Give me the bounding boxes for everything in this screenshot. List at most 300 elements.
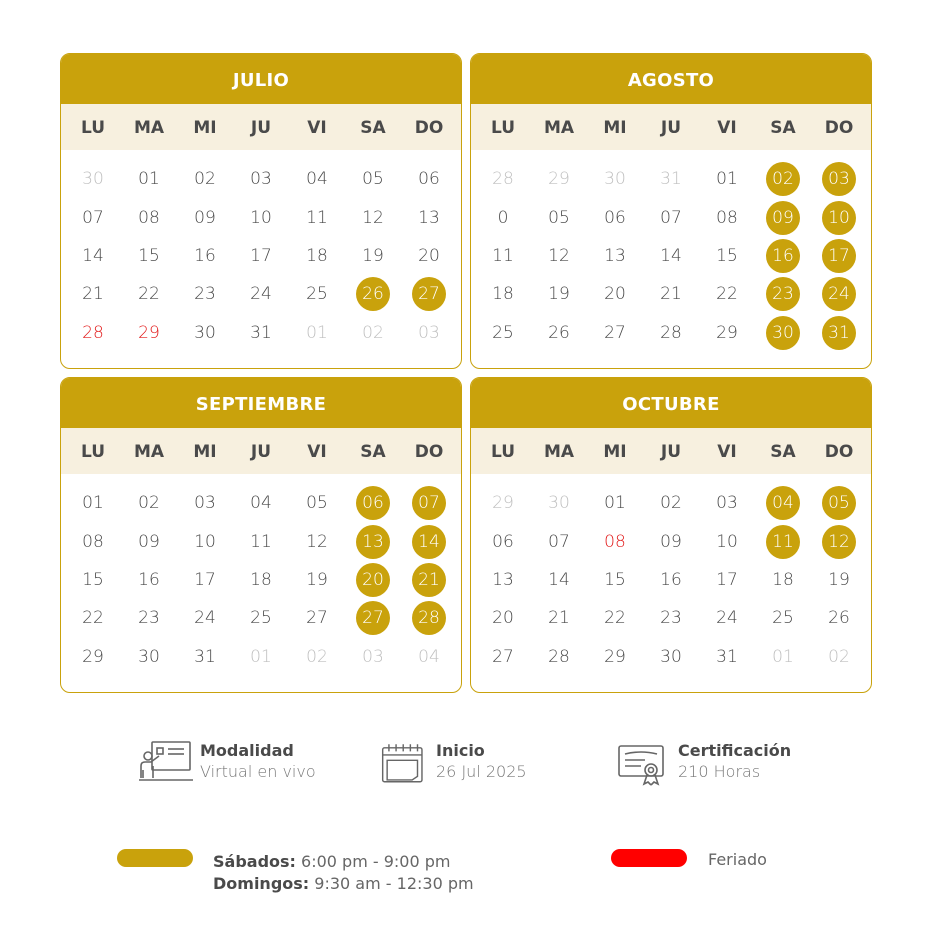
day-cell	[643, 638, 699, 676]
weekday-label: DO	[414, 118, 444, 138]
day-number: 13	[492, 569, 514, 590]
weekday-label: LU	[490, 118, 516, 138]
class-day	[755, 237, 811, 275]
weekday-label: MI	[193, 118, 217, 138]
info-modalidad	[138, 740, 316, 790]
day-number: 30	[660, 646, 682, 667]
class-day	[811, 237, 867, 275]
weekday-label: SA	[770, 442, 796, 462]
weekday-label: DO	[824, 118, 854, 138]
day-cell	[699, 561, 755, 599]
day-number: 27	[306, 608, 328, 629]
day-cell	[289, 599, 345, 637]
day-number: 01	[138, 169, 160, 190]
class-day	[345, 484, 401, 522]
class-day	[811, 522, 867, 560]
day-number: 18	[772, 569, 794, 590]
day-cell	[65, 198, 121, 236]
month-title: OCTUBRE	[471, 378, 871, 428]
day-number: 31	[716, 646, 738, 667]
day-number: 01	[604, 493, 626, 514]
weekday-label: MA	[133, 442, 165, 462]
day-number: 30	[194, 322, 216, 343]
day-cell	[121, 275, 177, 313]
day-cell	[475, 599, 531, 637]
day-number: 26	[356, 277, 390, 311]
day-cell	[65, 599, 121, 637]
day-number: 04	[418, 646, 440, 667]
day-number: 02	[362, 322, 384, 343]
day-cell	[121, 237, 177, 275]
day-number: 09	[766, 201, 800, 235]
day-number: 21	[548, 608, 570, 629]
day-number: 04	[766, 486, 800, 520]
day-number: 14	[660, 245, 682, 266]
day-number: 05	[362, 169, 384, 190]
day-cell	[643, 599, 699, 637]
day-cell	[643, 561, 699, 599]
day-cell	[345, 198, 401, 236]
day-number: 05	[548, 207, 570, 228]
day-number: 01	[82, 493, 104, 514]
day-cell	[587, 198, 643, 236]
day-cell	[401, 198, 457, 236]
day-number: 05	[822, 486, 856, 520]
weekday-header	[61, 428, 461, 474]
weekday-label: MA	[133, 118, 165, 138]
day-cell	[65, 561, 121, 599]
day-number: 20	[604, 284, 626, 305]
day-number: 31	[194, 646, 216, 667]
day-number: 29	[492, 493, 514, 514]
class-day	[755, 484, 811, 522]
sabados-time: 6:00 pm - 9:00 pm	[301, 852, 451, 871]
calendar-icon	[380, 740, 430, 786]
day-cell	[233, 314, 289, 352]
day-cell	[699, 522, 755, 560]
day-cell	[233, 275, 289, 313]
weekday-header	[471, 428, 871, 474]
day-number: 27	[492, 646, 514, 667]
day-number: 31	[822, 316, 856, 350]
day-number: 23	[138, 608, 160, 629]
day-number: 31	[250, 322, 272, 343]
weekday-label: JU	[660, 118, 682, 138]
day-cell	[699, 314, 755, 352]
day-cell	[643, 522, 699, 560]
class-day	[345, 599, 401, 637]
day-number: 01	[716, 169, 738, 190]
day-cell	[475, 314, 531, 352]
day-number: 18	[250, 569, 272, 590]
day-number: 28	[660, 322, 682, 343]
day-cell	[65, 484, 121, 522]
day-number: 25	[306, 284, 328, 305]
day-number: 15	[604, 569, 626, 590]
day-number: 29	[82, 646, 104, 667]
day-cell	[401, 314, 457, 352]
day-number: 10	[250, 207, 272, 228]
day-cell	[699, 160, 755, 198]
class-day-legend-swatch	[117, 849, 193, 867]
holiday-day	[587, 522, 643, 560]
day-cell	[233, 160, 289, 198]
day-cell	[475, 522, 531, 560]
day-cell	[345, 314, 401, 352]
day-cell	[177, 484, 233, 522]
month-title: SEPTIEMBRE	[61, 378, 461, 428]
weekday-label: MI	[603, 442, 627, 462]
day-number: 24	[250, 284, 272, 305]
day-cell	[177, 275, 233, 313]
day-cell	[289, 314, 345, 352]
day-cell	[531, 638, 587, 676]
day-cell	[755, 599, 811, 637]
days-grid	[471, 474, 871, 676]
holiday-legend: Feriado	[708, 850, 767, 869]
day-number: 25	[492, 322, 514, 343]
class-day	[401, 484, 457, 522]
day-number: 07	[412, 486, 446, 520]
day-cell	[531, 275, 587, 313]
day-number: 16	[660, 569, 682, 590]
presentation-icon	[138, 740, 194, 786]
day-number: 25	[250, 608, 272, 629]
class-day	[345, 561, 401, 599]
day-cell	[177, 638, 233, 676]
day-number: 23	[660, 608, 682, 629]
day-number: 19	[362, 245, 384, 266]
day-cell	[475, 561, 531, 599]
day-number: 21	[82, 284, 104, 305]
day-cell	[643, 275, 699, 313]
day-number: 03	[822, 162, 856, 196]
inicio-value: 26 Jul 2025	[436, 762, 527, 781]
class-day	[811, 314, 867, 352]
calendar-octubre	[470, 377, 872, 693]
day-number: 30	[138, 646, 160, 667]
day-cell	[587, 314, 643, 352]
day-cell	[475, 198, 531, 236]
day-number: 09	[660, 531, 682, 552]
day-cell	[475, 638, 531, 676]
weekday-label: MI	[193, 442, 217, 462]
day-number: 04	[250, 493, 272, 514]
day-number: 27	[604, 322, 626, 343]
month-title: JULIO	[61, 54, 461, 104]
domingos-label: Domingos:	[213, 874, 310, 893]
class-day	[755, 160, 811, 198]
day-cell	[401, 237, 457, 275]
day-cell	[177, 198, 233, 236]
day-cell	[401, 638, 457, 676]
day-number: 29	[716, 322, 738, 343]
weekday-label: JU	[250, 118, 272, 138]
day-cell	[699, 638, 755, 676]
day-cell	[121, 160, 177, 198]
days-grid	[61, 150, 461, 352]
day-number: 02	[306, 646, 328, 667]
day-cell	[531, 198, 587, 236]
certificacion-value: 210 Horas	[678, 762, 761, 781]
day-cell	[811, 638, 867, 676]
day-cell	[811, 561, 867, 599]
weekday-label: LU	[490, 442, 516, 462]
day-cell	[121, 561, 177, 599]
day-number: 20	[356, 563, 390, 597]
day-cell	[587, 561, 643, 599]
day-cell	[643, 314, 699, 352]
day-number: 28	[412, 601, 446, 635]
day-cell	[699, 198, 755, 236]
day-cell	[587, 275, 643, 313]
day-cell	[345, 237, 401, 275]
day-number: 06	[604, 207, 626, 228]
day-cell	[233, 198, 289, 236]
day-number: 10	[194, 531, 216, 552]
day-number: 12	[822, 525, 856, 559]
day-number: 30	[82, 169, 104, 190]
day-number: 08	[716, 207, 738, 228]
class-day	[401, 522, 457, 560]
day-number: 17	[822, 239, 856, 273]
weekday-label: JU	[660, 442, 682, 462]
weekday-label: SA	[360, 118, 386, 138]
day-cell	[289, 237, 345, 275]
day-number: 03	[250, 169, 272, 190]
weekday-label: VI	[717, 442, 737, 462]
holiday-day	[65, 314, 121, 352]
day-cell	[233, 638, 289, 676]
day-cell	[643, 160, 699, 198]
day-cell	[65, 638, 121, 676]
day-number: 15	[138, 245, 160, 266]
class-day	[811, 484, 867, 522]
day-cell	[699, 484, 755, 522]
day-number: 22	[138, 284, 160, 305]
day-number: 14	[412, 525, 446, 559]
day-cell	[121, 599, 177, 637]
day-number: 06	[492, 531, 514, 552]
day-number: 02	[138, 493, 160, 514]
day-cell	[699, 275, 755, 313]
day-number: 17	[250, 245, 272, 266]
day-number: 04	[306, 169, 328, 190]
day-number: 03	[418, 322, 440, 343]
day-number: 02	[660, 493, 682, 514]
day-number: 29	[604, 646, 626, 667]
weekday-label: DO	[414, 442, 444, 462]
day-number: 06	[356, 486, 390, 520]
day-number: 02	[194, 169, 216, 190]
day-cell	[699, 237, 755, 275]
day-number: 02	[828, 646, 850, 667]
day-number: 01	[250, 646, 272, 667]
day-cell	[531, 237, 587, 275]
day-cell	[699, 599, 755, 637]
day-number: 30	[604, 169, 626, 190]
day-cell	[475, 275, 531, 313]
day-number: 10	[822, 201, 856, 235]
day-number: 10	[716, 531, 738, 552]
day-cell	[587, 237, 643, 275]
domingos-time: 9:30 am - 12:30 pm	[314, 874, 474, 893]
day-cell	[587, 638, 643, 676]
day-number: 02	[766, 162, 800, 196]
day-number: 01	[772, 646, 794, 667]
day-cell	[531, 522, 587, 560]
weekday-label: VI	[717, 118, 737, 138]
day-cell	[177, 522, 233, 560]
day-number: 0	[497, 207, 509, 228]
day-number: 14	[548, 569, 570, 590]
sabados-label: Sábados:	[213, 852, 296, 871]
weekday-label: VI	[307, 442, 327, 462]
day-number: 26	[828, 608, 850, 629]
day-cell	[345, 160, 401, 198]
day-number: 15	[82, 569, 104, 590]
day-number: 11	[306, 207, 328, 228]
weekday-label: MA	[543, 118, 575, 138]
day-cell	[531, 314, 587, 352]
calendar-agosto	[470, 53, 872, 369]
day-number: 09	[138, 531, 160, 552]
day-number: 13	[418, 207, 440, 228]
weekday-label: MI	[603, 118, 627, 138]
info-inicio	[380, 740, 527, 790]
day-number: 03	[716, 493, 738, 514]
day-number: 15	[716, 245, 738, 266]
day-cell	[233, 599, 289, 637]
day-number: 16	[766, 239, 800, 273]
day-number: 03	[362, 646, 384, 667]
day-cell	[233, 237, 289, 275]
day-number: 11	[492, 245, 514, 266]
day-number: 30	[548, 493, 570, 514]
day-number: 19	[828, 569, 850, 590]
day-number: 07	[548, 531, 570, 552]
day-cell	[233, 522, 289, 560]
day-cell	[643, 198, 699, 236]
day-cell	[121, 484, 177, 522]
class-day	[811, 160, 867, 198]
day-cell	[587, 160, 643, 198]
weekday-label: LU	[80, 442, 106, 462]
day-number: 13	[604, 245, 626, 266]
day-cell	[233, 561, 289, 599]
modalidad-title: Modalidad	[200, 741, 294, 760]
day-cell	[531, 599, 587, 637]
day-number: 27	[356, 601, 390, 635]
weekday-label: LU	[80, 118, 106, 138]
inicio-title: Inicio	[436, 741, 485, 760]
day-number: 23	[766, 277, 800, 311]
weekday-label: DO	[824, 442, 854, 462]
day-cell	[531, 160, 587, 198]
modalidad-value: Virtual en vivo	[200, 762, 316, 781]
day-cell	[401, 160, 457, 198]
class-day	[345, 275, 401, 313]
class-day	[811, 275, 867, 313]
day-cell	[65, 237, 121, 275]
class-day	[401, 561, 457, 599]
day-number: 08	[138, 207, 160, 228]
day-number: 05	[306, 493, 328, 514]
day-number: 08	[82, 531, 104, 552]
class-day	[755, 198, 811, 236]
day-cell	[177, 561, 233, 599]
day-number: 19	[306, 569, 328, 590]
day-number: 29	[548, 169, 570, 190]
calendar-julio	[60, 53, 462, 369]
month-title: AGOSTO	[471, 54, 871, 104]
weekday-label: MA	[543, 442, 575, 462]
weekday-label: SA	[360, 442, 386, 462]
day-number: 18	[306, 245, 328, 266]
day-cell	[531, 561, 587, 599]
days-grid	[471, 150, 871, 352]
day-cell	[643, 237, 699, 275]
day-cell	[811, 599, 867, 637]
day-number: 29	[138, 322, 160, 343]
day-number: 11	[766, 525, 800, 559]
day-number: 17	[716, 569, 738, 590]
schedule-legend	[213, 851, 474, 895]
day-number: 12	[306, 531, 328, 552]
day-cell	[177, 599, 233, 637]
day-number: 22	[604, 608, 626, 629]
day-number: 30	[766, 316, 800, 350]
day-number: 07	[82, 207, 104, 228]
day-cell	[755, 561, 811, 599]
day-number: 01	[306, 322, 328, 343]
day-number: 28	[548, 646, 570, 667]
day-number: 26	[548, 322, 570, 343]
class-day	[811, 198, 867, 236]
day-number: 13	[356, 525, 390, 559]
day-number: 24	[716, 608, 738, 629]
day-cell	[177, 314, 233, 352]
day-cell	[121, 198, 177, 236]
day-cell	[233, 484, 289, 522]
day-number: 24	[822, 277, 856, 311]
day-number: 20	[418, 245, 440, 266]
day-cell	[121, 638, 177, 676]
class-day	[401, 275, 457, 313]
day-number: 28	[82, 322, 104, 343]
day-number: 07	[660, 207, 682, 228]
holiday-legend-swatch	[611, 849, 687, 867]
day-number: 22	[82, 608, 104, 629]
day-cell	[289, 561, 345, 599]
day-cell	[345, 638, 401, 676]
day-cell	[587, 484, 643, 522]
day-cell	[65, 160, 121, 198]
day-number: 17	[194, 569, 216, 590]
weekday-header	[471, 104, 871, 150]
certificate-icon	[616, 740, 672, 786]
day-number: 20	[492, 608, 514, 629]
day-number: 12	[362, 207, 384, 228]
certificacion-title: Certificación	[678, 741, 792, 760]
info-certificacion	[616, 740, 791, 790]
day-cell	[643, 484, 699, 522]
day-number: 23	[194, 284, 216, 305]
day-cell	[65, 522, 121, 560]
day-cell	[289, 198, 345, 236]
day-number: 14	[82, 245, 104, 266]
class-day	[755, 275, 811, 313]
